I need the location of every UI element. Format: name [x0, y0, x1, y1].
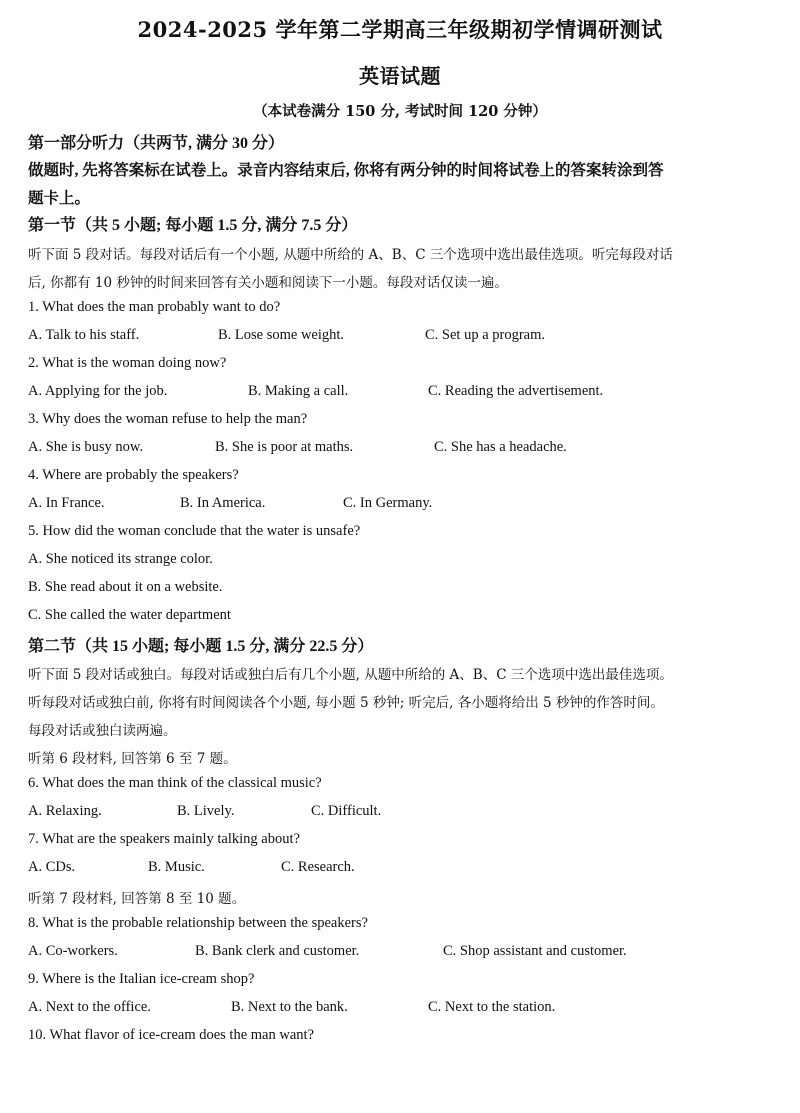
option-b: B. Lose some weight.: [218, 327, 345, 343]
option-b: B. In America.: [180, 495, 266, 511]
exam-title: 2024-2025 学年第二学期高三年级期初学情调研测试: [137, 17, 663, 42]
material-6-note: 听第 6 段材料, 回答第 6 至 7 题。: [28, 751, 237, 767]
option-b: B. Next to the bank.: [231, 999, 348, 1015]
part1-instruction-1: 做题时, 先将答案标在试卷上。录音内容结束后, 你将有两分钟的时间将试卷上的答案转涂到答: [28, 162, 664, 179]
option-c: C. Shop assistant and customer.: [443, 943, 627, 959]
option-b: B. Bank clerk and customer.: [195, 943, 360, 959]
question-stem: 2. What is the woman doing now?: [28, 355, 227, 371]
question-stem: 6. What does the man think of the classical music?: [28, 775, 322, 791]
section2-directions-2: 听每段对话或独白前, 你将有时间阅读各个小题, 每小题 5 秒钟; 听完后, 各小题将给出 5 秒钟的作答时间。: [28, 695, 664, 711]
part1-instruction-2: 题卡上。: [28, 190, 91, 207]
option-c: C. Next to the station.: [428, 999, 556, 1015]
option-c: C. She called the water department: [28, 607, 231, 623]
question-stem: 1. What does the man probably want to do?: [28, 299, 281, 315]
option-b: B. Lively.: [177, 803, 235, 819]
question-stem: 4. Where are probably the speakers?: [28, 467, 239, 483]
subject-title: 英语试题: [359, 64, 441, 88]
option-a: A. She noticed its strange color.: [28, 551, 213, 567]
option-c: C. Set up a program.: [425, 327, 546, 343]
exam-note: （本试卷满分 150 分, 考试时间 120 分钟）: [253, 103, 547, 120]
option-c: C. Research.: [281, 859, 355, 875]
option-a: A. She is busy now.: [28, 439, 144, 455]
question-stem: 7. What are the speakers mainly talking about?: [28, 831, 300, 847]
part1-heading: 第一部分听力（共两节, 满分 30 分）: [28, 135, 285, 152]
option-c: C. She has a headache.: [434, 439, 567, 455]
option-b: B. She is poor at maths.: [215, 439, 354, 455]
material-7-note: 听第 7 段材料, 回答第 8 至 10 题。: [28, 891, 246, 907]
option-b: B. Making a call.: [248, 383, 349, 399]
question-stem: 10. What flavor of ice-cream does the man want?: [28, 1027, 314, 1043]
option-a: A. Applying for the job.: [28, 383, 168, 399]
option-c: C. Difficult.: [311, 803, 382, 819]
section1-directions-1: 听下面 5 段对话。每段对话后有一个小题, 从题中所给的 A、B、C 三个选项中选出最佳选项。听完每段对话: [28, 247, 673, 263]
section2-heading: 第二节（共 15 小题; 每小题 1.5 分, 满分 22.5 分）: [28, 638, 374, 655]
question-stem: 8. What is the probable relationship between the speakers?: [28, 915, 368, 931]
section2-directions-3: 每段对话或独白读两遍。: [28, 723, 177, 739]
question-stem: 3. Why does the woman refuse to help the man?: [28, 411, 308, 427]
option-a: A. CDs.: [28, 859, 76, 875]
option-b: B. Music.: [148, 859, 205, 875]
option-b: B. She read about it on a website.: [28, 579, 223, 595]
question-stem: 5. How did the woman conclude that the water is unsafe?: [28, 523, 361, 539]
question-stem: 9. Where is the Italian ice-cream shop?: [28, 971, 255, 987]
option-a: A. Relaxing.: [28, 803, 102, 819]
option-a: A. In France.: [28, 495, 105, 511]
option-a: A. Co-workers.: [28, 943, 118, 959]
option-c: C. Reading the advertisement.: [428, 383, 604, 399]
section1-directions-2: 后, 你都有 10 秒钟的时间来回答有关小题和阅读下一小题。每段对话仅读一遍。: [28, 275, 508, 291]
option-a: A. Next to the office.: [28, 999, 151, 1015]
section1-heading: 第一节（共 5 小题; 每小题 1.5 分, 满分 7.5 分）: [28, 217, 358, 234]
option-c: C. In Germany.: [343, 495, 433, 511]
option-a: A. Talk to his staff.: [28, 327, 140, 343]
section2-directions-1: 听下面 5 段对话或独白。每段对话或独白后有几个小题, 从题中所给的 A、B、C 三个选项中选出最佳选项。: [28, 667, 673, 683]
